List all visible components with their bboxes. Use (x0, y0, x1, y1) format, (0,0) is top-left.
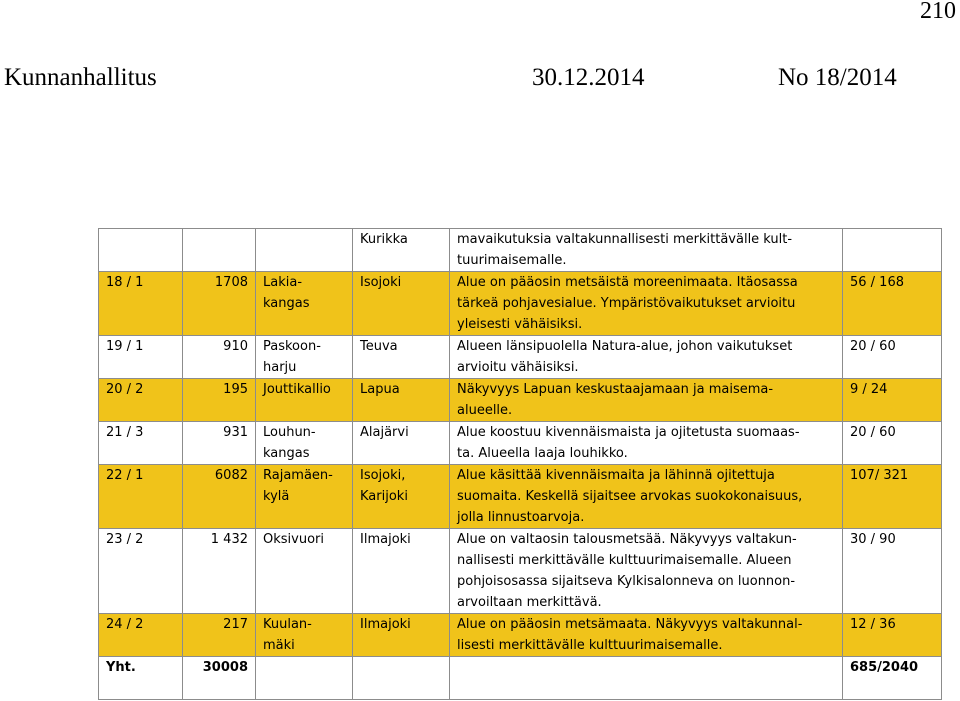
site-name-cell: Lakia- kangas (256, 272, 353, 336)
hectares-cell (183, 229, 256, 272)
turbines-cell: 12 / 36 (843, 614, 942, 657)
municipality-cell: Alajärvi (353, 422, 450, 465)
site-name-cell: Louhun- kangas (256, 422, 353, 465)
hectares-cell: 217 (183, 614, 256, 657)
table-row (99, 379, 942, 422)
hectares-cell: 910 (183, 336, 256, 379)
page-number: 210 (920, 0, 956, 24)
site-name-cell: Paskoon- harju (256, 336, 353, 379)
turbines-cell: 56 / 168 (843, 272, 942, 336)
municipality-cell (353, 657, 450, 700)
description-cell: mavaikutuksia valtakunnallisesti merkittävälle kult- tuurimaisemalle. (450, 229, 843, 272)
municipality-cell: Isojoki, Karijoki (353, 465, 450, 529)
table-row (99, 229, 942, 272)
description-cell: Alueen länsipuolella Natura-alue, johon vaikutukset arvioitu vähäisiksi. (450, 336, 843, 379)
turbines-cell (843, 229, 942, 272)
municipality-cell: Lapua (353, 379, 450, 422)
turbines-cell: 20 / 60 (843, 336, 942, 379)
turbines-cell: 20 / 60 (843, 422, 942, 465)
description-cell: Näkyvyys Lapuan keskustaajamaan ja maisema- alueelle. (450, 379, 843, 422)
area-table (98, 228, 942, 700)
municipality-cell: Kurikka (353, 229, 450, 272)
description-cell: Alue koostuu kivennäismaista ja ojitetusta suomaas- ta. Alueella laaja louhikko. (450, 422, 843, 465)
description-cell: Alue käsittää kivennäismaita ja lähinnä ojitettuja suomaita. Keskellä sijaitsee arvokas suokokonaisuus, jolla linnustoarvoja. (450, 465, 843, 529)
site-name-cell (256, 229, 353, 272)
site-name-cell (256, 657, 353, 700)
municipality-cell: Ilmajoki (353, 529, 450, 614)
area-id-cell: 20 / 2 (99, 379, 183, 422)
hectares-cell: 1708 (183, 272, 256, 336)
table-total-row (99, 657, 942, 700)
document-title: Kunnanhallitus (4, 64, 157, 91)
municipality-cell: Isojoki (353, 272, 450, 336)
area-id-cell: 22 / 1 (99, 465, 183, 529)
municipality-cell: Ilmajoki (353, 614, 450, 657)
turbines-cell: 9 / 24 (843, 379, 942, 422)
site-name-cell: Rajamäen- kylä (256, 465, 353, 529)
area-id-cell: 24 / 2 (99, 614, 183, 657)
area-id-cell: 23 / 2 (99, 529, 183, 614)
turbines-cell: 685/2040 (843, 657, 942, 700)
site-name-cell: Kuulan- mäki (256, 614, 353, 657)
table-row (99, 614, 942, 657)
document-date: 30.12.2014 (532, 64, 645, 91)
turbines-cell: 30 / 90 (843, 529, 942, 614)
table-row (99, 272, 942, 336)
area-table-body (99, 229, 942, 700)
description-cell: Alue on pääosin metsäistä moreenimaata. Itäosassa tärkeä pohjavesialue. Ympäristövaikutukset arvioitu yleisesti vähäisiksi. (450, 272, 843, 336)
area-id-cell: 18 / 1 (99, 272, 183, 336)
hectares-cell: 195 (183, 379, 256, 422)
table-row (99, 336, 942, 379)
document-number: No 18/2014 (778, 64, 897, 91)
hectares-cell: 30008 (183, 657, 256, 700)
hectares-cell: 931 (183, 422, 256, 465)
municipality-cell: Teuva (353, 336, 450, 379)
table-row (99, 422, 942, 465)
area-id-cell: 21 / 3 (99, 422, 183, 465)
area-id-cell: Yht. (99, 657, 183, 700)
table-row (99, 465, 942, 529)
description-cell: Alue on pääosin metsämaata. Näkyvyys valtakunnal- lisesti merkittävälle kulttuurimaisemalle. (450, 614, 843, 657)
turbines-cell: 107/ 321 (843, 465, 942, 529)
table-row (99, 529, 942, 614)
hectares-cell: 1 432 (183, 529, 256, 614)
area-id-cell (99, 229, 183, 272)
hectares-cell: 6082 (183, 465, 256, 529)
site-name-cell: Oksivuori (256, 529, 353, 614)
site-name-cell: Jouttikallio (256, 379, 353, 422)
description-cell (450, 657, 843, 700)
area-id-cell: 19 / 1 (99, 336, 183, 379)
description-cell: Alue on valtaosin talousmetsää. Näkyvyys valtakun- nallisesti merkittävälle kulttuurimaisemalle. Alueen pohjoisosassa sijaitseva Kylkisalonneva on luonnon- arvoiltaan merkittävä. (450, 529, 843, 614)
